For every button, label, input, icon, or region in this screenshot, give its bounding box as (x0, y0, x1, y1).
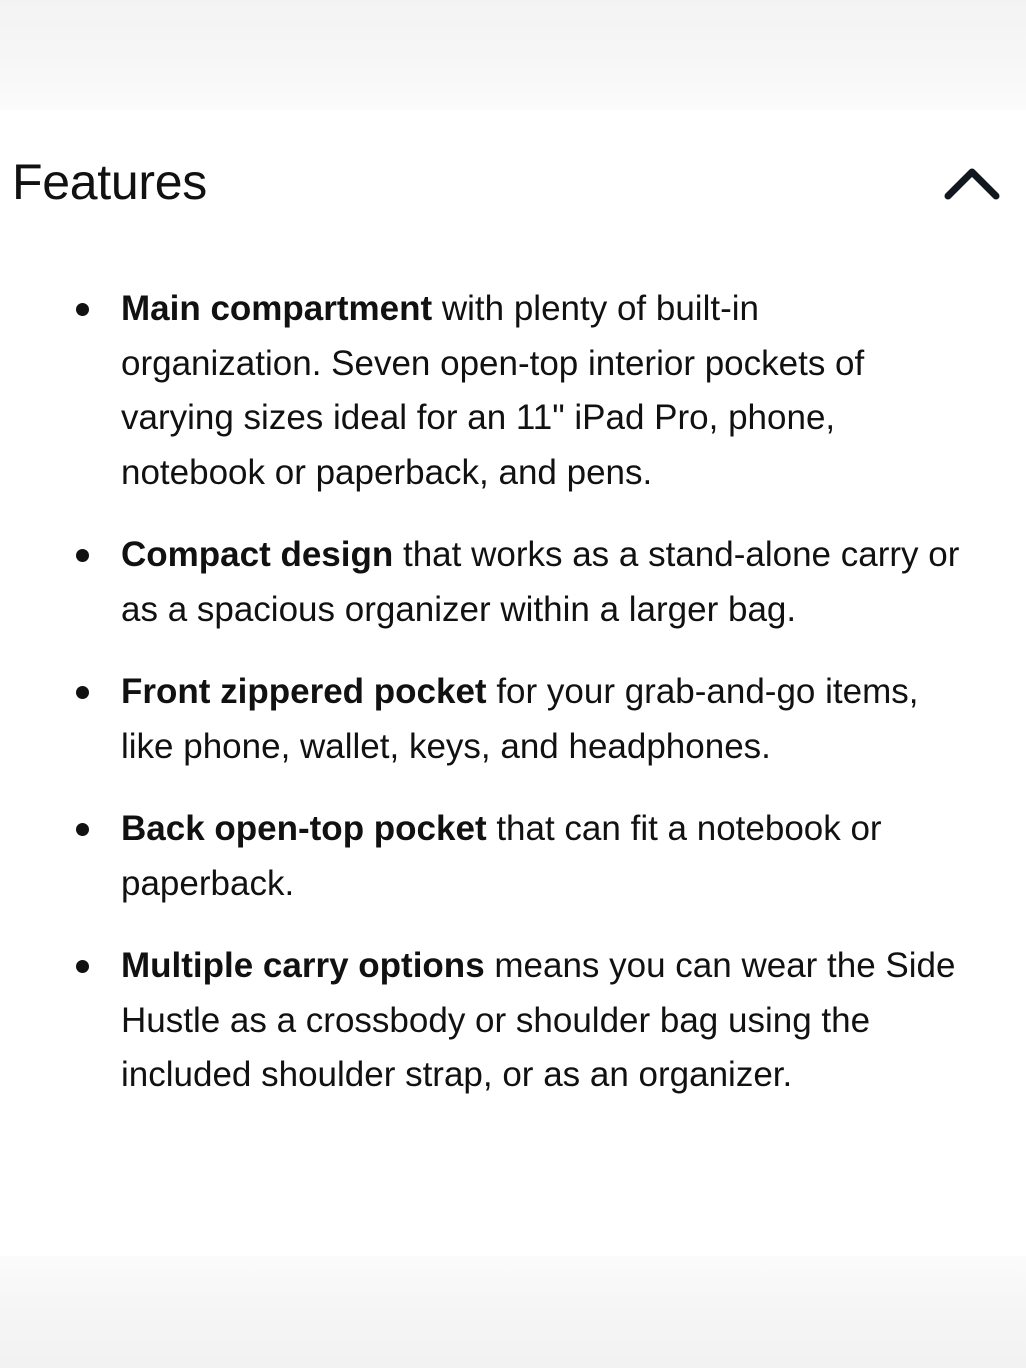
feature-heading: Compact design (121, 535, 394, 574)
chevron-up-icon (944, 164, 1000, 200)
bullet-icon (76, 549, 89, 562)
bottom-fade (0, 1256, 1026, 1368)
feature-description: for your grab-and-go items, like phone, wallet, keys, and headphones. (121, 672, 919, 766)
section-title: Features (12, 154, 207, 210)
feature-heading: Front zippered pocket (121, 672, 487, 711)
feature-item (0, 939, 990, 1103)
feature-heading: Back open-top pocket (121, 809, 487, 848)
bullet-icon (76, 686, 89, 699)
feature-item (0, 665, 990, 774)
feature-heading: Main compartment (121, 289, 433, 328)
feature-description: with plenty of built-in organization. Seven open-top interior pockets of varying sizes ideal for an 11" iPad Pro, phone, notebook or paperback, and pens. (121, 289, 865, 492)
bullet-icon (76, 303, 89, 316)
feature-item (0, 802, 990, 911)
features-list (0, 282, 990, 1131)
feature-heading: Multiple carry options (121, 946, 485, 985)
bullet-icon (76, 960, 89, 973)
bullet-icon (76, 823, 89, 836)
feature-description: that can fit a notebook or paperback. (121, 809, 882, 903)
feature-description: that works as a stand-alone carry or as a spacious organizer within a larger bag. (121, 535, 960, 629)
collapse-toggle-button[interactable] (942, 152, 1002, 212)
feature-description: means you can wear the Side Hustle as a crossbody or shoulder bag using the included shoulder strap, or as an organizer. (121, 946, 956, 1094)
top-fade (0, 0, 1026, 110)
feature-item (0, 282, 990, 500)
features-section-header[interactable] (12, 150, 1002, 214)
feature-item (0, 528, 990, 637)
